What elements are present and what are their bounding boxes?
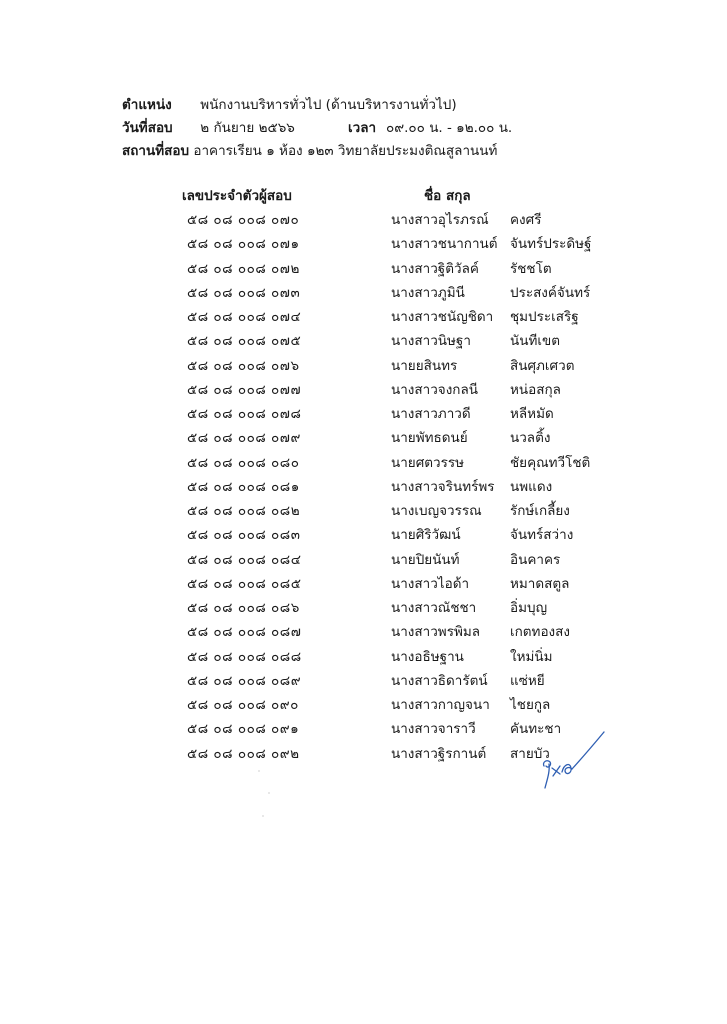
exam-date-label: วันที่สอบ: [122, 120, 173, 136]
exam-place-value: อาคารเรียน ๑ ห้อง ๑๒๓ วิทยาลัยประมงติณสูลานนท์: [193, 143, 498, 159]
candidate-id: ๕๘ ๐๘ ๐๐๘ ๐๗๒: [187, 260, 300, 277]
exam-time-value: ๐๙.๐๐ น. - ๑๒.๐๐ น.: [386, 120, 513, 136]
candidate-row: [0, 546, 727, 570]
candidate-first-name: นางสาวชนัญชิดา: [391, 309, 494, 325]
scan-speck: [258, 770, 260, 772]
candidate-last-name: นวลติ้ง: [510, 430, 551, 447]
candidate-last-name: ประสงค์จันทร์: [510, 284, 591, 301]
candidate-last-name: เกตทองสง: [510, 624, 570, 641]
candidate-first-name: นางสาวจงกลนี: [391, 381, 478, 398]
candidate-id: ๕๘ ๐๘ ๐๐๘ ๐๘๑: [187, 478, 300, 495]
candidate-first-name: นางสาวอุไรภรณ์: [391, 212, 489, 228]
scan-speck: [262, 815, 264, 817]
exam-place-line: [122, 141, 497, 161]
candidate-id: ๕๘ ๐๘ ๐๐๘ ๐๗๔: [187, 309, 302, 325]
candidate-row: [0, 497, 727, 521]
exam-date-value: ๒ กันยาย ๒๕๖๖: [200, 120, 295, 136]
candidate-id: ๕๘ ๐๘ ๐๐๘ ๐๘๒: [187, 503, 301, 519]
candidate-row: [0, 449, 727, 473]
candidate-row: [0, 376, 727, 400]
candidate-last-name: รักษ์เกลี้ยง: [510, 503, 570, 519]
candidate-row: [0, 352, 727, 376]
candidate-id: ๕๘ ๐๘ ๐๐๘ ๐๗๓: [187, 284, 301, 301]
candidate-row: [0, 255, 727, 279]
column-header-candidate-id: เลขประจำตัวผู้สอบ: [182, 188, 292, 204]
candidate-first-name: นายศตวรรษ: [391, 454, 465, 471]
candidate-row: [0, 643, 727, 667]
candidate-row: [0, 424, 727, 448]
candidate-last-name: ชัยคุณทวีโชติ: [510, 454, 591, 471]
candidate-id: ๕๘ ๐๘ ๐๐๘ ๐๗๖: [187, 357, 300, 374]
candidate-first-name: นายยสินทร: [391, 357, 458, 374]
candidate-last-name: หมาดสตูล: [510, 575, 570, 592]
candidate-first-name: นายพัทธดนย์: [391, 430, 468, 447]
candidate-first-name: นายศิริวัฒน์: [391, 527, 461, 544]
candidate-id: ๕๘ ๐๘ ๐๐๘ ๐๘๙: [187, 672, 302, 689]
candidate-row: [0, 473, 727, 497]
position-label: ตำแหน่ง: [122, 97, 172, 113]
candidate-row: [0, 594, 727, 618]
candidate-id: ๕๘ ๐๘ ๐๐๘ ๐๗๑: [187, 236, 300, 253]
candidate-id: ๕๘ ๐๘ ๐๐๘ ๐๘๐: [187, 454, 300, 471]
candidate-row: [0, 279, 727, 303]
candidate-first-name: นายปิยนันท์: [391, 551, 460, 568]
candidate-last-name: ไชยกูล: [510, 697, 551, 713]
candidate-first-name: นางสาวจาราวี: [391, 721, 476, 738]
candidate-last-name: คงศรี: [510, 212, 542, 228]
column-header-name: ชื่อ สกุล: [424, 188, 471, 204]
candidate-id: ๕๘ ๐๘ ๐๐๘ ๐๙๑: [187, 721, 300, 738]
candidate-row: [0, 303, 727, 327]
scan-speck: [268, 792, 270, 794]
candidate-id: ๕๘ ๐๘ ๐๐๘ ๐๘๓: [187, 527, 301, 544]
candidate-first-name: นางอธิษฐาน: [391, 648, 464, 665]
candidate-first-name: นางสาวธิดารัตน์: [391, 672, 488, 689]
candidate-id: ๕๘ ๐๘ ๐๐๘ ๐๗๕: [187, 333, 302, 350]
candidate-last-name: นพแดง: [510, 478, 553, 495]
candidate-row: [0, 740, 727, 764]
candidate-row: [0, 206, 727, 230]
candidate-first-name: นางสาวพรพิมล: [391, 624, 481, 641]
candidate-first-name: นางสาวไอด้า: [391, 575, 470, 592]
candidate-first-name: นางเบญจวรรณ: [391, 503, 482, 519]
position-value: พนักงานบริหารทั่วไป (ด้านบริหารงานทั่วไป): [200, 97, 457, 113]
candidate-id: ๕๘ ๐๘ ๐๐๘ ๐๙๐: [187, 697, 299, 713]
candidate-last-name: ชุมประเสริฐ: [510, 309, 579, 325]
candidate-last-name: คันทะชา: [510, 721, 562, 738]
candidate-row: [0, 691, 727, 715]
candidate-list: [0, 206, 727, 764]
candidate-id: ๕๘ ๐๘ ๐๐๘ ๐๘๘: [187, 648, 302, 665]
handwritten-signature: [538, 728, 608, 794]
candidate-row: [0, 715, 727, 739]
candidate-last-name: รัชชโต: [510, 260, 552, 277]
exam-time-label: เวลา: [348, 120, 377, 136]
candidate-id: ๕๘ ๐๘ ๐๐๘ ๐๗๘: [187, 406, 302, 422]
candidate-id: ๕๘ ๐๘ ๐๐๘ ๐๙๒: [187, 745, 300, 762]
candidate-last-name: อิ่มบุญ: [510, 600, 548, 616]
candidate-id: ๕๘ ๐๘ ๐๐๘ ๐๗๙: [187, 430, 301, 447]
candidate-last-name: จันทร์สว่าง: [510, 527, 574, 544]
exam-place-label: สถานที่สอบ: [122, 143, 190, 159]
candidate-id: ๕๘ ๐๘ ๐๐๘ ๐๘๕: [187, 575, 302, 592]
candidate-last-name: อินคาคร: [510, 551, 561, 568]
candidate-row: [0, 618, 727, 642]
candidate-last-name: แซ่หยี: [510, 672, 545, 689]
candidate-first-name: นางสาวนิษฐา: [391, 333, 471, 350]
candidate-last-name: จันทร์ประดิษฐ์: [510, 236, 592, 253]
candidate-row: [0, 521, 727, 545]
candidate-id: ๕๘ ๐๘ ๐๐๘ ๐๘๗: [187, 624, 302, 641]
candidate-first-name: นางสาวภาวดี: [391, 406, 471, 422]
candidate-id: ๕๘ ๐๘ ๐๐๘ ๐๘๖: [187, 600, 300, 616]
candidate-id: ๕๘ ๐๘ ๐๐๘ ๐๗๐: [187, 212, 300, 228]
candidate-last-name: สายบัว: [510, 745, 550, 762]
candidate-last-name: สินศุภเศวต: [510, 357, 575, 374]
candidate-first-name: นางสาวชนากานต์: [391, 236, 498, 253]
candidate-row: [0, 570, 727, 594]
candidate-last-name: ใหม่นิ่ม: [510, 648, 553, 665]
candidate-first-name: นางสาวกาญจนา: [391, 697, 490, 713]
candidate-id: ๕๘ ๐๘ ๐๐๘ ๐๘๔: [187, 551, 302, 568]
candidate-first-name: นางสาวฐิติวัลค์: [391, 260, 479, 277]
candidate-row: [0, 400, 727, 424]
exam-date-line: [122, 118, 513, 138]
candidate-first-name: นางสาวจรินทร์พร: [391, 478, 495, 495]
candidate-last-name: นันทีเขต: [510, 333, 560, 350]
candidate-last-name: หลีหมัด: [510, 406, 554, 422]
candidate-first-name: นางสาวภูมินี: [391, 284, 465, 301]
candidate-row: [0, 230, 727, 254]
candidate-first-name: นางสาวฐิรกานต์: [391, 745, 487, 762]
candidate-first-name: นางสาวณัชชา: [391, 600, 477, 616]
position-line: [122, 95, 457, 115]
candidate-row: [0, 327, 727, 351]
candidate-id: ๕๘ ๐๘ ๐๐๘ ๐๗๗: [187, 381, 302, 398]
candidate-last-name: หน่อสกุล: [510, 381, 561, 398]
candidate-row: [0, 667, 727, 691]
